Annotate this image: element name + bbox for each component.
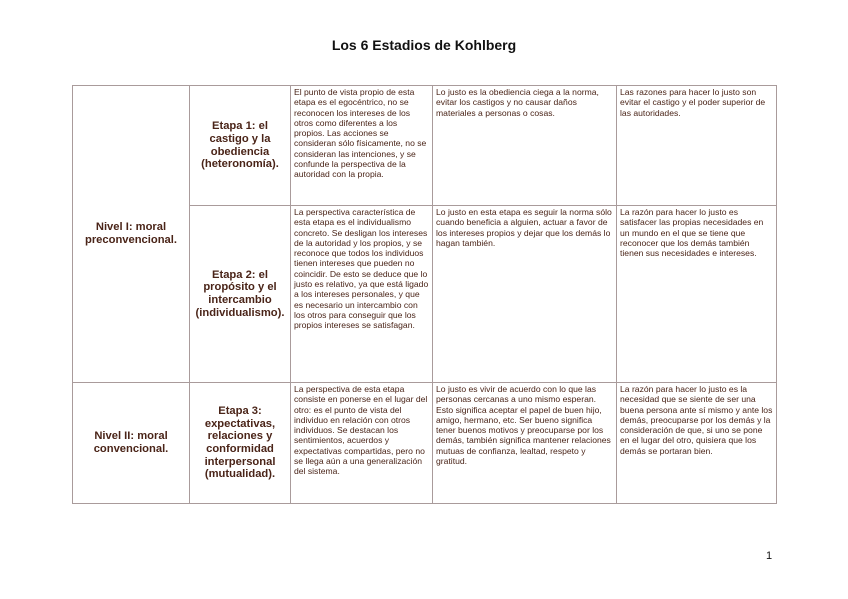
stage-2-reasons: La razón para hacer lo justo es satisfacer las propias necesidades en un mundo en el que se tiene que reconocer que los demás también tienen sus necesidades e intereses. [617,206,777,383]
stage-2-label: Etapa 2: el propósito y el intercambio (individualismo). [190,206,291,383]
stage-3-reasons: La razón para hacer lo justo es la necesidad que se siente de ser una buena persona ante sí mismo y ante los demás, preocuparse por los demás y la consideración de que, si uno se pone en el lugar del otro, quisiera que los demás se portaran bien. [617,383,777,504]
level-1-cell: Nivel I: moral preconvencional. [73,86,190,383]
document-title: Los 6 Estadios de Kohlberg [331,37,517,53]
table-row [73,383,777,504]
table-row [73,86,777,206]
stage-1-reasons: Las razones para hacer lo justo son evitar el castigo y el poder superior de las autoridades. [617,86,777,206]
stage-3-perspective: La perspectiva de esta etapa consiste en ponerse en el lugar del otro: es el punto de vista del individuo en relación con otros individuos. Se destacan los sentimientos, acuerdos y expectativas compartidas, pero no se llega aún a una generalización del sistema. [291,383,433,504]
level-2-cell: Nivel II: moral convencional. [73,383,190,504]
stage-2-perspective: La perspectiva característica de esta etapa es el individualismo concreto. Se desligan los intereses de la autoridad y los propios, y se reconoce que todos los individuos tienen intereses que pueden no coincidir. De esto se deduce que lo justo es relativo, ya que está ligado a los intereses personales, y que es necesario un intercambio con los otros para conseguir que los propios intereses se satisfagan. [291,206,433,383]
stage-1-what-is-right: Lo justo es la obediencia ciega a la norma, evitar los castigos y no causar daños materiales a personas o cosas. [433,86,617,206]
kohlberg-stages-table [72,85,777,504]
stage-1-perspective: El punto de vista propio de esta etapa es el egocéntrico, no se reconocen los intereses de los otros como diferentes a los propios. Las acciones se consideran sólo físicamente, no se consideran las intenciones, y se confunde la perspectiva de la autoridad con la propia. [291,86,433,206]
page-number: 1 [766,550,773,562]
stage-3-what-is-right: Lo justo es vivir de acuerdo con lo que las personas cercanas a uno mismo esperan. Esto significa aceptar el papel de buen hijo, amigo, hermano, etc. Ser bueno significa tener buenos motivos y preocuparse por los demás, también significa mantener relaciones mutuas de confianza, lealtad, respeto y gratitud. [433,383,617,504]
stage-1-label: Etapa 1: el castigo y la obediencia (heteronomía). [190,86,291,206]
stage-3-label: Etapa 3: expectativas, relaciones y conformidad interpersonal (mutualidad). [190,383,291,504]
stage-2-what-is-right: Lo justo en esta etapa es seguir la norma sólo cuando beneficia a alguien, actuar a favor de los intereses propios y dejar que los demás lo hagan también. [433,206,617,383]
